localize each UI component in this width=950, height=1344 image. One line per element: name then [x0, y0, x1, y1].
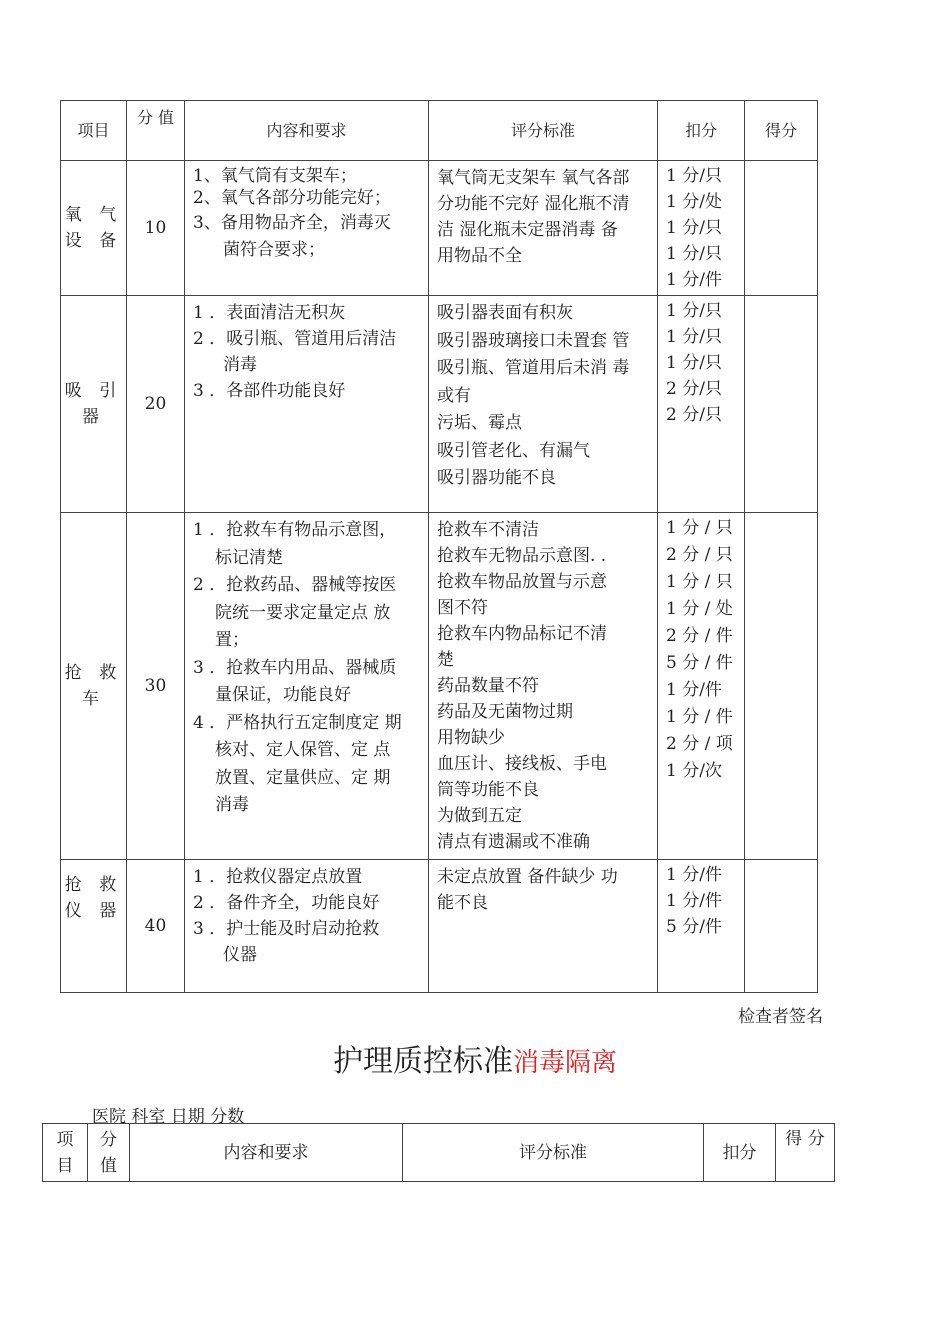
row-deduct: [658, 860, 745, 993]
criteria-line: 污垢、霉点: [437, 413, 522, 433]
table-row-oxygen: [61, 161, 818, 296]
header-item: 项目: [61, 101, 127, 161]
deduct-line: 2 分/只: [666, 405, 722, 425]
deduct-line: 5 分/件: [666, 917, 722, 937]
item-line: 抢 救: [64, 663, 123, 683]
deduct-line: 2 分 / 项: [666, 734, 733, 754]
criteria-line: 筒等功能不良: [437, 780, 539, 800]
criteria-line: 抢救车内物品标记不清: [437, 624, 607, 644]
content-line: 量保证，功能良好: [215, 685, 351, 705]
content-line: 1 ．抢救车有物品示意图，: [193, 520, 397, 540]
row-get: [745, 860, 818, 993]
row-criteria: [429, 513, 658, 860]
item-line: 器: [82, 407, 105, 427]
criteria-line: 氧气筒无支架车 氧气各部: [437, 168, 630, 188]
criteria-line: 吸引器表面有积灰: [437, 303, 573, 323]
header-criteria: 评分标准: [429, 101, 658, 161]
title-sub: 消毒隔离: [512, 1048, 617, 1078]
table-header-row: [61, 101, 818, 161]
criteria-line: 血压计、接线板、手电: [437, 754, 607, 774]
deduct-line: 1 分/只: [666, 166, 722, 186]
item-line: 车: [82, 689, 105, 709]
header-score-line: 值: [100, 1155, 117, 1176]
table-row-suction: [61, 296, 818, 513]
content-line: 2 ．备件齐全，功能良好: [193, 893, 380, 913]
content-line: 消毒: [215, 795, 249, 815]
header-content: 内容和要求: [130, 1124, 403, 1182]
row-score: 40: [127, 860, 185, 993]
row-score: 20: [127, 296, 185, 513]
content-line: 3 ．护士能及时启动抢救: [193, 919, 380, 939]
content-line: 标记清楚: [215, 547, 283, 568]
criteria-line: 药品及无菌物过期: [437, 702, 573, 722]
content-line: 菌符合要求；: [223, 240, 325, 260]
row-item: [61, 513, 127, 860]
content-line: 1、氧气筒有支架车；: [193, 166, 357, 186]
deduct-line: 1 分/次: [666, 761, 722, 781]
criteria-line: 分功能不完好 湿化瓶不清: [437, 194, 630, 214]
content-line: 消毒: [223, 355, 257, 375]
criteria-line: 抢救车无物品示意图. .: [437, 546, 607, 566]
row-deduct: [658, 513, 745, 860]
page-title: [0, 1036, 950, 1080]
row-content: [185, 161, 429, 296]
deduct-line: 1 分 / 件: [666, 707, 733, 727]
deduct-line: 2 分 / 只: [666, 545, 733, 565]
table-header-row: [43, 1124, 835, 1182]
deduct-line: 1 分/件: [666, 270, 722, 290]
criteria-line: 图不符: [437, 598, 488, 618]
content-line: 2 ．吸引瓶、管道用后清洁: [193, 329, 397, 349]
row-criteria: [429, 296, 658, 513]
content-line: 核对、定人保管、定 点: [215, 740, 391, 760]
row-get: [745, 161, 818, 296]
content-line: 3、备用物品齐全，消毒灭: [193, 213, 391, 233]
deduct-line: 1 分 / 只: [666, 518, 733, 538]
row-get: [745, 296, 818, 513]
criteria-line: 吸引器功能不良: [437, 468, 556, 488]
content-line: 1 ．表面清洁无积灰: [193, 303, 346, 323]
deduct-line: 1 分/只: [666, 301, 722, 321]
header-item-line: 项: [56, 1129, 74, 1150]
row-score: 30: [127, 513, 185, 860]
header-criteria: 评分标准: [403, 1124, 704, 1182]
criteria-line: 抢救车不清洁: [437, 520, 539, 540]
meta-line: 医院 科室 日期 分数: [92, 1107, 245, 1127]
row-item: [61, 860, 127, 993]
criteria-line: 为做到五定: [437, 806, 522, 826]
header-score: 分 值: [127, 101, 185, 161]
header-deduct: 扣分: [658, 101, 745, 161]
table-row-instrument: [61, 860, 818, 993]
inspection-table: [60, 100, 818, 993]
deduct-line: 1 分 / 处: [666, 599, 733, 619]
content-line: 2 ．抢救药品、器械等按医: [193, 575, 397, 595]
deduct-line: 1 分/件: [666, 865, 722, 885]
header-score-line: 分: [100, 1129, 117, 1150]
row-deduct: [658, 296, 745, 513]
criteria-line: 用物品不全: [437, 246, 522, 266]
row-criteria: [429, 860, 658, 993]
row-criteria: [429, 161, 658, 296]
content-line: 4 ．严格执行五定制度定 期: [193, 712, 402, 733]
criteria-line: 或有: [437, 385, 471, 406]
criteria-line: 抢救车物品放置与示意: [437, 572, 607, 592]
content-line: 2、氧气各部分功能完好；: [193, 188, 391, 208]
deduct-line: 1 分/只: [666, 353, 722, 373]
header-item: [43, 1124, 88, 1182]
criteria-line: 清点有遗漏或不准确: [437, 832, 590, 852]
row-item: [61, 296, 127, 513]
deduct-line: 1 分/处: [666, 192, 722, 212]
content-line: 置；: [215, 630, 249, 650]
header-score: [88, 1124, 130, 1182]
item-line: 吸 引: [64, 381, 123, 401]
row-get: [745, 513, 818, 860]
item-line: 氧 气: [64, 205, 123, 225]
deduct-line: 2 分/只: [666, 379, 722, 399]
deduct-line: 1 分 / 只: [666, 572, 733, 592]
content-line: 院统一要求定量定点 放: [215, 602, 391, 623]
header-item-line: 目: [56, 1155, 74, 1176]
content-line: 1 ．抢救仪器定点放置: [193, 867, 363, 887]
deduct-line: 2 分 / 件: [666, 626, 733, 646]
row-deduct: [658, 161, 745, 296]
row-content: [185, 860, 429, 993]
signature-label: 检查者签名: [738, 1007, 823, 1027]
content-line: 3 ．各部件功能良好: [193, 381, 346, 401]
deduct-line: 1 分/只: [666, 327, 722, 347]
deduct-line: 5 分 / 件: [666, 653, 733, 673]
header-content: 内容和要求: [185, 101, 429, 161]
criteria-line: 吸引瓶、管道用后未消 毒: [437, 358, 630, 378]
deduct-line: 1 分/只: [666, 218, 722, 238]
row-content: [185, 513, 429, 860]
disinfection-table: [42, 1123, 835, 1182]
content-line: 3 ．抢救车内用品、器械质: [193, 657, 397, 678]
criteria-line: 吸引管老化、有漏气: [437, 440, 590, 461]
table-row-cart: [61, 513, 818, 860]
row-item: [61, 161, 127, 296]
header-get: 得 分: [776, 1124, 835, 1182]
content-line: 仪器: [223, 945, 257, 965]
header-deduct: 扣分: [704, 1124, 776, 1182]
content-line: 放置、定量供应、定 期: [215, 767, 391, 788]
criteria-line: 洁 湿化瓶未定器消毒 备: [437, 220, 618, 240]
header-get: 得分: [745, 101, 818, 161]
criteria-line: 未定点放置 备件缺少 功: [437, 867, 618, 887]
deduct-line: 1 分/件: [666, 680, 722, 700]
criteria-line: 楚: [437, 650, 454, 670]
row-score: 10: [127, 161, 185, 296]
item-line: 设 备: [64, 231, 123, 251]
criteria-line: 药品数量不符: [437, 676, 539, 696]
item-line: 仪 器: [64, 901, 123, 921]
criteria-line: 能不良: [437, 893, 488, 913]
title-main: 护理质控标准: [332, 1044, 513, 1079]
row-content: [185, 296, 429, 513]
item-line: 抢 救: [64, 875, 123, 895]
criteria-line: 用物缺少: [437, 728, 505, 748]
deduct-line: 1 分/只: [666, 244, 722, 264]
criteria-line: 吸引器玻璃接口未置套 管: [437, 330, 630, 351]
deduct-line: 1 分/件: [666, 891, 722, 911]
